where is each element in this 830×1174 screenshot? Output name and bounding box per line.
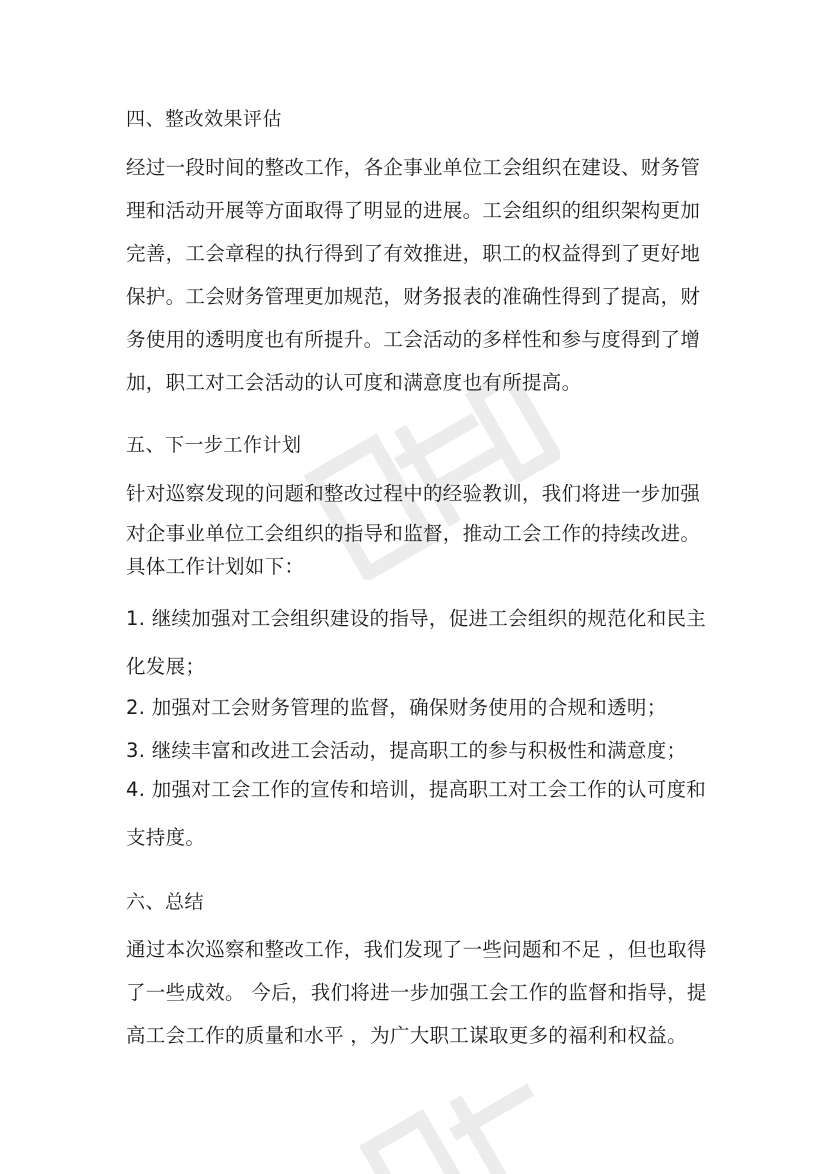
paragraph-line: 理和活动开展等方面取得了明显的进展。工会组织的组织架构更加 bbox=[126, 199, 701, 222]
watermark-seal-icon bbox=[330, 1080, 590, 1174]
plan-list-item bbox=[126, 595, 716, 691]
paragraph-line: 了一些成效。 今后，我们将进一步加强工会工作的监督和指导，提 bbox=[126, 981, 707, 1004]
section-heading: 五、下一步工作计划 bbox=[126, 434, 302, 456]
paragraph-line: 具体工作计划如下： bbox=[126, 555, 305, 578]
paragraph-line: 保护。工会财务管理更加规范，财务报表的准确性得到了提高，财 bbox=[126, 285, 701, 308]
plan-item-line: 支持度。 bbox=[126, 826, 206, 849]
plan-item-line: 4. 加强对工会工作的宣传和培训，提高职工对工会工作的认可度和 bbox=[126, 778, 707, 801]
plan-item-line: 2. 加强对工会财务管理的监督，确保财务使用的合规和透明； bbox=[126, 696, 667, 719]
plan-list-item bbox=[126, 766, 716, 862]
section-heading: 六、总结 bbox=[126, 891, 205, 913]
plan-item-line: 化发展； bbox=[126, 655, 206, 678]
paragraph-line: 加，职工对工会活动的认可度和满意度也有所提高。 bbox=[126, 371, 582, 394]
paragraph-line: 经过一段时间的整改工作，各企事业单位工会组织在建设、财务管 bbox=[126, 156, 701, 179]
paragraph-line: 完善，工会章程的执行得到了有效推进，职工的权益得到了更好地 bbox=[126, 242, 701, 265]
paragraph-line: 通过本次巡察和整改工作，我们发现了一些问题和不足 ，但也取得 bbox=[126, 938, 707, 961]
paragraph-line: 务使用的透明度也有所提升。工会活动的多样性和参与度得到了增 bbox=[126, 328, 701, 351]
section-paragraph bbox=[126, 146, 716, 404]
section-paragraph bbox=[126, 928, 716, 1057]
plan-list-item bbox=[126, 684, 716, 732]
plan-item-line: 1. 继续加强对工会组织建设的指导，促进工会组织的规范化和民主 bbox=[126, 607, 707, 630]
paragraph-line: 对企事业单位工会组织的指导和监督，推动工会工作的持续改进。 bbox=[126, 522, 701, 545]
paragraph-line: 针对巡察发现的问题和整改过程中的经验教训，我们将进一步加强 bbox=[126, 482, 701, 505]
paragraph-line: 高工会工作的质量和水平 ，为广大职工谋取更多的福利和权益。 bbox=[126, 1024, 687, 1047]
section-heading: 四、整改效果评估 bbox=[126, 108, 283, 130]
section-paragraph bbox=[126, 472, 716, 582]
plan-item-line: 3. 继续丰富和改进工会活动，提高职工的参与积极性和满意度； bbox=[126, 739, 687, 762]
